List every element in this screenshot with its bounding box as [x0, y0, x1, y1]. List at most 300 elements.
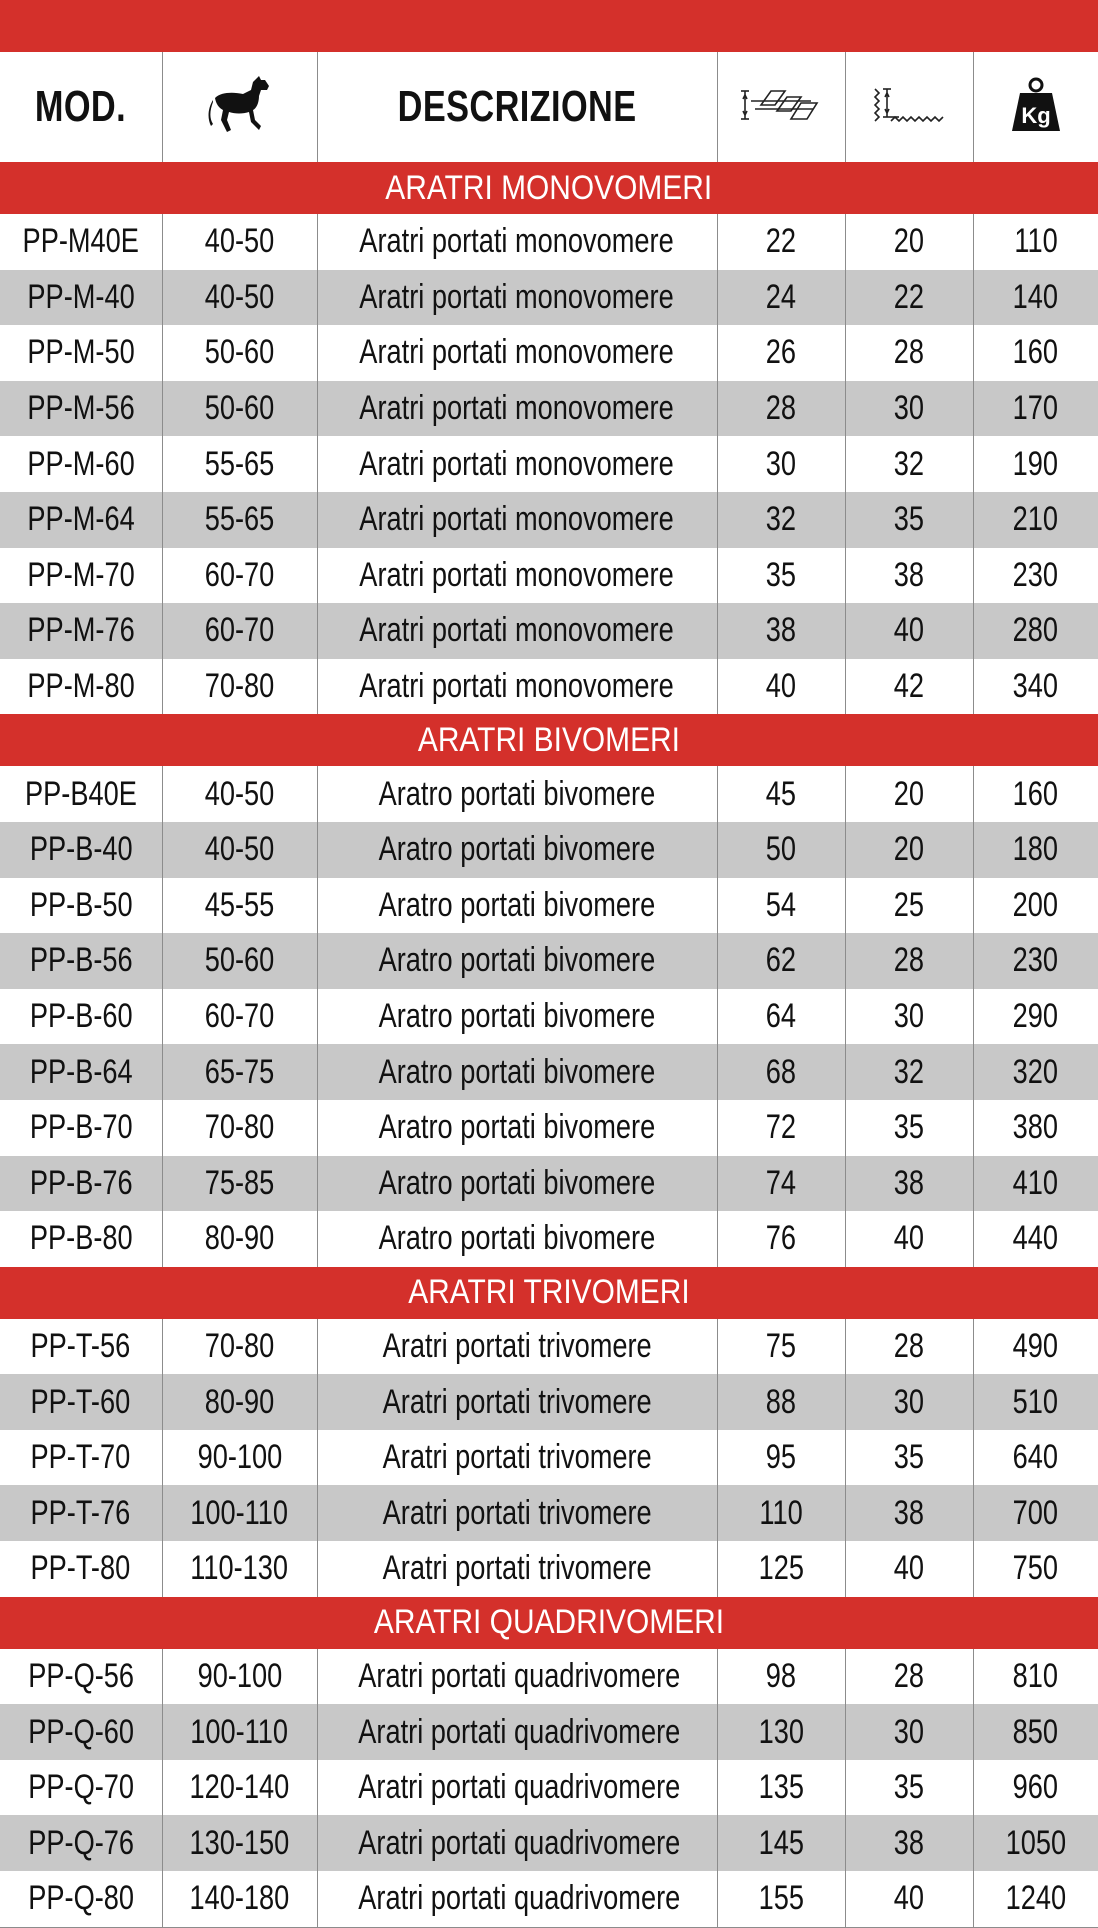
cell-power-value: 55-65 [204, 444, 275, 483]
cell-power [162, 878, 317, 934]
cell-description [317, 325, 717, 381]
cell-depth-value: 25 [893, 885, 925, 924]
cell-depth [845, 1430, 973, 1486]
cell-model [0, 1704, 162, 1760]
cell-depth-value: 38 [893, 1493, 925, 1532]
header-width [717, 52, 845, 162]
cell-width-value: 95 [765, 1438, 797, 1477]
cell-description [317, 1649, 717, 1705]
cell-power-value: 40-50 [204, 830, 275, 869]
plough-spec-table [0, 52, 1098, 1928]
cell-model-value: PP-B-80 [29, 1219, 133, 1258]
cell-weight [973, 766, 1098, 822]
table-row [0, 1485, 1098, 1541]
table-row [0, 1430, 1098, 1486]
cell-depth-value: 38 [893, 1163, 925, 1202]
cell-power [162, 659, 317, 715]
cell-depth [845, 1871, 973, 1927]
cell-weight [973, 1541, 1098, 1597]
cell-description-value: Aratri portati trivomere [382, 1382, 652, 1421]
cell-depth-value: 20 [893, 222, 925, 261]
cell-model-value: PP-Q-80 [27, 1879, 134, 1918]
cell-weight [973, 1319, 1098, 1375]
cell-power [162, 603, 317, 659]
cell-weight-value: 190 [1013, 444, 1059, 483]
cell-depth [845, 1649, 973, 1705]
cell-model [0, 548, 162, 604]
cell-description-value: Aratro portati bivomere [378, 1108, 656, 1147]
cell-width-value: 62 [765, 941, 797, 980]
cell-weight-value: 410 [1013, 1163, 1059, 1202]
cell-power-value: 80-90 [204, 1382, 275, 1421]
cell-weight-value: 200 [1013, 885, 1059, 924]
section-title-cell [0, 162, 1098, 214]
cell-description [317, 1430, 717, 1486]
section-header-row [0, 1267, 1098, 1319]
cell-weight-value: 140 [1013, 277, 1059, 316]
cell-description-value: Aratri portati monovomere [359, 555, 675, 594]
cell-weight [973, 822, 1098, 878]
cell-model-value: PP-M-64 [27, 500, 135, 539]
cell-power [162, 1374, 317, 1430]
cell-power [162, 436, 317, 492]
cell-model [0, 214, 162, 270]
table-row [0, 1649, 1098, 1705]
cell-description-value: Aratro portati bivomere [378, 997, 656, 1036]
cell-weight-value: 1050 [1005, 1823, 1066, 1862]
cell-width-value: 72 [765, 1108, 797, 1147]
cell-width [717, 878, 845, 934]
cell-description [317, 1100, 717, 1156]
cell-width-value: 26 [765, 333, 797, 372]
cell-weight [973, 214, 1098, 270]
cell-description-value: Aratri portati monovomere [359, 222, 675, 261]
cell-power-value: 75-85 [204, 1163, 275, 1202]
cell-power-value: 50-60 [204, 941, 275, 980]
cell-weight-value: 340 [1013, 667, 1059, 706]
cell-width-value: 98 [765, 1656, 797, 1695]
cell-weight [973, 325, 1098, 381]
cell-description [317, 1044, 717, 1100]
cell-width-value: 22 [765, 222, 797, 261]
cell-model-value: PP-B-64 [29, 1052, 133, 1091]
cell-weight-value: 1240 [1005, 1879, 1066, 1918]
cell-depth [845, 214, 973, 270]
cell-depth-value: 40 [893, 611, 925, 650]
cell-description [317, 659, 717, 715]
cell-description [317, 492, 717, 548]
cell-model [0, 1871, 162, 1927]
cell-description-value: Aratro portati bivomere [378, 1163, 656, 1202]
cell-description-value: Aratri portati trivomere [382, 1326, 652, 1365]
cell-depth-value: 35 [893, 500, 925, 539]
cell-width-value: 125 [758, 1549, 804, 1588]
cell-width [717, 1760, 845, 1816]
cell-depth-value: 20 [893, 830, 925, 869]
section-title-cell [0, 714, 1098, 766]
cell-width [717, 766, 845, 822]
cell-weight-value: 960 [1013, 1768, 1059, 1807]
cell-power-value: 70-80 [204, 1326, 275, 1365]
cell-description [317, 603, 717, 659]
cell-description-value: Aratro portati bivomere [378, 774, 656, 813]
cell-description [317, 1815, 717, 1871]
table-row [0, 822, 1098, 878]
cell-description [317, 822, 717, 878]
top-red-bar [0, 0, 1098, 52]
section-title: ARATRI BIVOMERI [417, 720, 681, 759]
cell-width [717, 381, 845, 437]
table-row [0, 548, 1098, 604]
cell-power [162, 1815, 317, 1871]
cell-power-value: 60-70 [204, 997, 275, 1036]
cell-description [317, 878, 717, 934]
cell-model-value: PP-B-50 [29, 885, 133, 924]
cell-description [317, 1760, 717, 1816]
cell-weight [973, 1485, 1098, 1541]
cell-description-value: Aratri portati monovomere [359, 667, 675, 706]
cell-description-value: Aratri portati quadrivomere [357, 1879, 680, 1918]
cell-width-value: 35 [765, 555, 797, 594]
cell-depth [845, 603, 973, 659]
cell-depth-value: 30 [893, 997, 925, 1036]
cell-description-value: Aratri portati quadrivomere [357, 1768, 680, 1807]
cell-width-value: 54 [765, 885, 797, 924]
cell-width [717, 1871, 845, 1927]
cell-power [162, 1319, 317, 1375]
cell-model [0, 381, 162, 437]
cell-weight [973, 436, 1098, 492]
cell-weight [973, 270, 1098, 326]
cell-description [317, 1704, 717, 1760]
cell-power [162, 1649, 317, 1705]
cell-width-value: 76 [765, 1219, 797, 1258]
cell-model [0, 1815, 162, 1871]
cell-weight [973, 989, 1098, 1045]
cell-depth [845, 548, 973, 604]
cell-weight-value: 380 [1013, 1108, 1059, 1147]
cell-width-value: 88 [765, 1382, 797, 1421]
cell-depth [845, 659, 973, 715]
table-row [0, 766, 1098, 822]
cell-width [717, 659, 845, 715]
cell-depth [845, 933, 973, 989]
cell-model-value: PP-B-60 [29, 997, 133, 1036]
cell-depth [845, 989, 973, 1045]
cell-description-value: Aratro portati bivomere [378, 1052, 656, 1091]
cell-description [317, 1485, 717, 1541]
cell-model-value: PP-Q-56 [27, 1656, 134, 1695]
cell-width [717, 492, 845, 548]
cell-model [0, 436, 162, 492]
cell-depth-value: 20 [893, 774, 925, 813]
cell-depth [845, 1044, 973, 1100]
cell-model [0, 1760, 162, 1816]
cell-power-value: 140-180 [189, 1879, 290, 1918]
cell-model [0, 1156, 162, 1212]
cell-width [717, 1430, 845, 1486]
cell-width [717, 325, 845, 381]
cell-model-value: PP-Q-70 [27, 1768, 134, 1807]
cell-model-value: PP-Q-60 [27, 1712, 134, 1751]
cell-weight-value: 440 [1013, 1219, 1059, 1258]
cell-description [317, 1541, 717, 1597]
cell-description-value: Aratro portati bivomere [378, 830, 656, 869]
cell-depth [845, 878, 973, 934]
cell-width [717, 1541, 845, 1597]
section-title-cell [0, 1597, 1098, 1649]
cell-weight-value: 210 [1013, 500, 1059, 539]
cell-width-value: 40 [765, 667, 797, 706]
weight-kg-icon [1010, 77, 1062, 138]
cell-depth-value: 40 [893, 1549, 925, 1588]
cell-power-value: 70-80 [204, 667, 275, 706]
cell-description [317, 1156, 717, 1212]
cell-model [0, 933, 162, 989]
cell-description-value: Aratri portati quadrivomere [357, 1656, 680, 1695]
cell-width-value: 64 [765, 997, 797, 1036]
cell-model [0, 989, 162, 1045]
cell-weight-value: 290 [1013, 997, 1059, 1036]
cell-width [717, 603, 845, 659]
cell-description [317, 548, 717, 604]
cell-description-value: Aratri portati monovomere [359, 444, 675, 483]
cell-model-value: PP-T-70 [30, 1438, 131, 1477]
cell-weight [973, 1815, 1098, 1871]
cell-power [162, 492, 317, 548]
cell-depth [845, 766, 973, 822]
table-row [0, 878, 1098, 934]
cell-description-value: Aratri portati monovomere [359, 389, 675, 428]
cell-weight [973, 933, 1098, 989]
table-row [0, 1044, 1098, 1100]
cell-description [317, 1319, 717, 1375]
cell-weight-value: 110 [1014, 222, 1058, 261]
cell-width-value: 135 [758, 1768, 804, 1807]
cell-depth [845, 822, 973, 878]
table-body [0, 162, 1098, 1927]
cell-model [0, 603, 162, 659]
cell-model [0, 878, 162, 934]
table-row [0, 1760, 1098, 1816]
cell-description [317, 381, 717, 437]
table-row [0, 436, 1098, 492]
table-row [0, 1871, 1098, 1927]
cell-depth-value: 28 [893, 333, 925, 372]
working-depth-icon [871, 85, 947, 130]
working-width-icon [741, 87, 821, 128]
cell-power-value: 60-70 [204, 555, 275, 594]
cell-power-value: 130-150 [189, 1823, 290, 1862]
cell-depth-value: 40 [893, 1879, 925, 1918]
cell-width [717, 548, 845, 604]
cell-model-value: PP-B-76 [29, 1163, 133, 1202]
cell-weight-value: 810 [1013, 1656, 1059, 1695]
cell-depth-value: 42 [893, 667, 925, 706]
cell-model-value: PP-M-60 [27, 444, 135, 483]
table-row [0, 1100, 1098, 1156]
cell-model [0, 1100, 162, 1156]
cell-weight-value: 700 [1013, 1493, 1059, 1532]
cell-depth [845, 436, 973, 492]
cell-weight-value: 160 [1013, 333, 1059, 372]
cell-description-value: Aratri portati trivomere [382, 1549, 652, 1588]
cell-power [162, 325, 317, 381]
cell-weight [973, 1156, 1098, 1212]
cell-width-value: 155 [758, 1879, 804, 1918]
cell-weight [973, 548, 1098, 604]
cell-depth-value: 35 [893, 1438, 925, 1477]
table-row [0, 270, 1098, 326]
cell-description-value: Aratri portati trivomere [382, 1493, 652, 1532]
horse-icon [207, 74, 273, 141]
cell-width-value: 24 [765, 277, 797, 316]
header-depth [845, 52, 973, 162]
cell-description [317, 933, 717, 989]
cell-width-value: 28 [765, 389, 797, 428]
cell-model-value: PP-B-56 [29, 941, 133, 980]
cell-model-value: PP-B-70 [29, 1108, 133, 1147]
cell-depth [845, 381, 973, 437]
cell-weight-value: 640 [1013, 1438, 1059, 1477]
cell-width [717, 1156, 845, 1212]
cell-power [162, 1430, 317, 1486]
cell-width-value: 30 [765, 444, 797, 483]
cell-power-value: 80-90 [204, 1219, 275, 1258]
cell-power-value: 100-110 [190, 1712, 289, 1751]
cell-weight [973, 1211, 1098, 1267]
cell-depth [845, 1815, 973, 1871]
cell-width-value: 68 [765, 1052, 797, 1091]
cell-width [717, 1319, 845, 1375]
cell-depth [845, 1541, 973, 1597]
cell-depth-value: 38 [893, 1823, 925, 1862]
cell-weight-value: 170 [1013, 389, 1059, 428]
cell-description [317, 1374, 717, 1430]
cell-model [0, 1541, 162, 1597]
table-row [0, 933, 1098, 989]
cell-model-value: PP-T-60 [30, 1382, 131, 1421]
cell-description [317, 436, 717, 492]
cell-power [162, 1044, 317, 1100]
cell-model [0, 1319, 162, 1375]
cell-power [162, 1211, 317, 1267]
cell-weight [973, 1044, 1098, 1100]
cell-weight-value: 280 [1013, 611, 1059, 650]
cell-power [162, 1704, 317, 1760]
section-header-row [0, 714, 1098, 766]
cell-width [717, 822, 845, 878]
table-row [0, 1319, 1098, 1375]
cell-depth [845, 1211, 973, 1267]
cell-depth [845, 492, 973, 548]
cell-width [717, 1649, 845, 1705]
cell-power-value: 40-50 [204, 277, 275, 316]
cell-description-value: Aratri portati monovomere [359, 500, 675, 539]
cell-weight-value: 230 [1013, 941, 1059, 980]
cell-depth-value: 30 [893, 389, 925, 428]
cell-weight [973, 1100, 1098, 1156]
cell-depth-value: 30 [893, 1382, 925, 1421]
cell-power-value: 70-80 [204, 1108, 275, 1147]
cell-depth-value: 28 [893, 941, 925, 980]
cell-depth-value: 38 [893, 555, 925, 594]
cell-power [162, 548, 317, 604]
cell-description [317, 270, 717, 326]
cell-description-value: Aratri portati trivomere [382, 1438, 652, 1477]
cell-width [717, 1815, 845, 1871]
cell-width [717, 1374, 845, 1430]
table-row [0, 381, 1098, 437]
cell-model [0, 822, 162, 878]
cell-model-value: PP-B-40 [29, 830, 133, 869]
cell-width-value: 32 [765, 500, 797, 539]
cell-depth [845, 1156, 973, 1212]
table-row [0, 1704, 1098, 1760]
cell-width-value: 145 [758, 1823, 804, 1862]
cell-width-value: 74 [765, 1163, 797, 1202]
cell-model [0, 1211, 162, 1267]
section-header-row [0, 162, 1098, 214]
cell-weight-value: 850 [1013, 1712, 1059, 1751]
cell-power [162, 1760, 317, 1816]
cell-model-value: PP-M40E [22, 222, 139, 261]
cell-power [162, 822, 317, 878]
table-row [0, 1156, 1098, 1212]
cell-power-value: 50-60 [204, 333, 275, 372]
cell-weight [973, 878, 1098, 934]
cell-model [0, 659, 162, 715]
cell-description [317, 1871, 717, 1927]
table-row [0, 1541, 1098, 1597]
cell-power-value: 40-50 [204, 774, 275, 813]
cell-power [162, 1871, 317, 1927]
cell-power-value: 45-55 [204, 885, 275, 924]
cell-power-value: 90-100 [197, 1438, 282, 1477]
cell-weight [973, 603, 1098, 659]
cell-weight-value: 230 [1013, 555, 1059, 594]
cell-width [717, 933, 845, 989]
cell-weight-value: 750 [1013, 1549, 1059, 1588]
header-description-label: DESCRIZIONE [397, 82, 637, 131]
cell-weight [973, 1760, 1098, 1816]
cell-width [717, 1485, 845, 1541]
cell-model-value: PP-M-56 [27, 389, 135, 428]
section-title: ARATRI TRIVOMERI [408, 1273, 690, 1312]
cell-power [162, 989, 317, 1045]
cell-power-value: 50-60 [204, 389, 275, 428]
cell-description-value: Aratri portati monovomere [359, 277, 675, 316]
cell-power-value: 110-130 [190, 1549, 289, 1588]
table-row [0, 214, 1098, 270]
cell-description [317, 989, 717, 1045]
cell-depth-value: 35 [893, 1768, 925, 1807]
cell-power [162, 1541, 317, 1597]
cell-model [0, 1374, 162, 1430]
cell-width-value: 50 [765, 830, 797, 869]
cell-weight [973, 1704, 1098, 1760]
cell-model-value: PP-B40E [24, 774, 137, 813]
section-title-cell [0, 1267, 1098, 1319]
cell-depth-value: 40 [893, 1219, 925, 1258]
cell-description-value: Aratri portati monovomere [359, 333, 675, 372]
cell-power [162, 1485, 317, 1541]
cell-width [717, 1211, 845, 1267]
cell-description-value: Aratri portati quadrivomere [357, 1823, 680, 1862]
cell-weight-value: 320 [1013, 1052, 1059, 1091]
cell-width [717, 1704, 845, 1760]
header-description [317, 52, 717, 162]
